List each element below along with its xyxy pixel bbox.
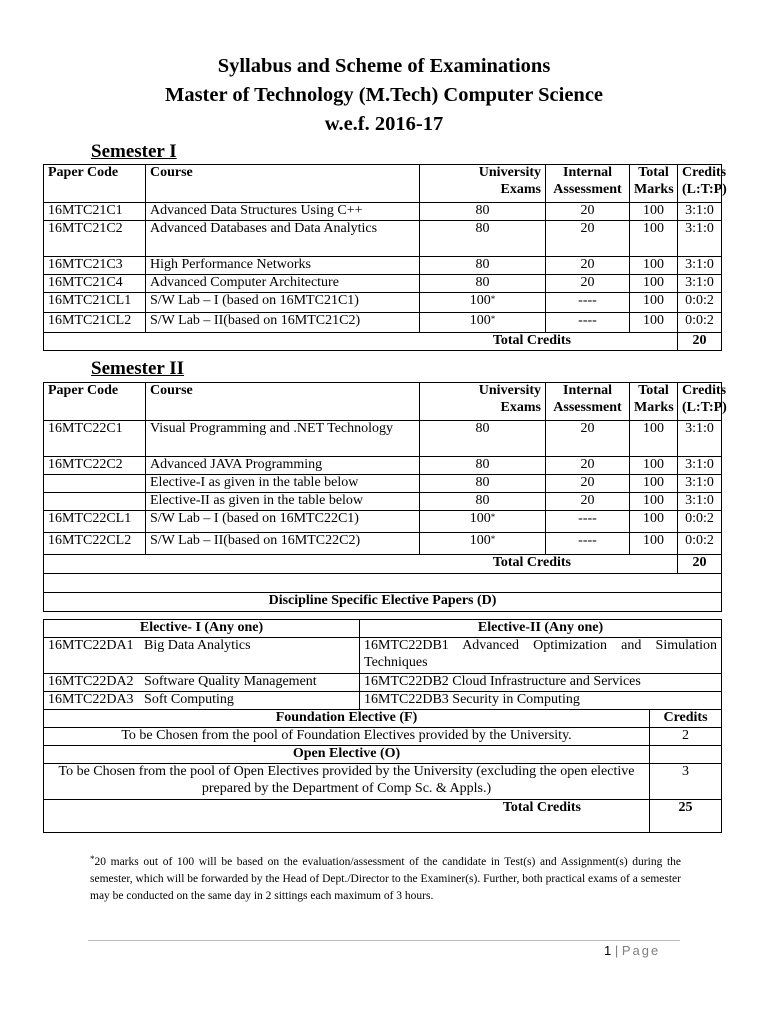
cell-university-exams: 100*	[420, 511, 546, 533]
elective-row	[44, 674, 722, 692]
spacer-row	[44, 574, 722, 593]
footnote-marker: *	[490, 314, 496, 324]
cell-credits: 0:0:2	[678, 533, 722, 555]
cell-internal-assessment: 20	[546, 221, 630, 257]
cell-total-marks: 100	[630, 475, 678, 493]
col-credits: Credits (L:T:P)	[678, 165, 722, 203]
cell-university-exams: 80	[420, 475, 546, 493]
cell-university-exams: 80	[420, 421, 546, 457]
col-credits: Credits (L:T:P)	[678, 383, 722, 421]
cell-university-exams: 100*	[420, 293, 546, 313]
cell-internal-assessment: 20	[546, 275, 630, 293]
cell-total-marks: 100	[630, 313, 678, 333]
cell-course: Elective-II as given in the table below	[146, 493, 420, 511]
col-internal-assessment: Internal Assessment	[546, 165, 630, 203]
cell-paper-code	[44, 493, 146, 511]
cell-university-exams: 80	[420, 221, 546, 257]
col-university-exams: University Exams	[420, 383, 546, 421]
elective-1-option: 16MTC22DA2 Software Quality Management	[44, 674, 360, 692]
semester-1-title: Semester I	[91, 141, 177, 162]
table-row	[44, 421, 722, 457]
cell-paper-code: 16MTC21C2	[44, 221, 146, 257]
elective-1-option: 16MTC22DA1 Big Data Analytics	[44, 638, 360, 674]
foundation-title: Foundation Elective (F)	[44, 710, 650, 728]
elective-2-option: 16MTC22DB3 Security in Computing	[360, 692, 722, 710]
table-row	[44, 533, 722, 555]
cell-university-exams: 80	[420, 257, 546, 275]
table-header-row	[44, 383, 722, 421]
footer-divider	[88, 940, 680, 941]
open-text: To be Chosen from the pool of Open Electives provided by the University (excluding the open elective prepared by the Department of Comp Sc. & Appls.)	[44, 764, 650, 800]
cell-credits: 0:0:2	[678, 293, 722, 313]
cell-course: High Performance Networks	[146, 257, 420, 275]
cell-university-exams: 100*	[420, 313, 546, 333]
cell-course: Visual Programming and .NET Technology	[146, 421, 420, 457]
cell-credits: 3:1:0	[678, 493, 722, 511]
cell-total-marks: 100	[630, 533, 678, 555]
cell-credits: 3:1:0	[678, 457, 722, 475]
cell-total-marks: 100	[630, 203, 678, 221]
cell-university-exams: 80	[420, 493, 546, 511]
cell-course: Advanced JAVA Programming	[146, 457, 420, 475]
open-title: Open Elective (O)	[44, 746, 650, 764]
elective-row	[44, 638, 722, 674]
total-credits-row	[44, 333, 722, 351]
table-row	[44, 221, 722, 257]
cell-paper-code: 16MTC22CL2	[44, 533, 146, 555]
footnote-marker: *	[490, 512, 496, 522]
elective-1-option: 16MTC22DA3 Soft Computing	[44, 692, 360, 710]
elective-heading: Discipline Specific Elective Papers (D)	[44, 593, 722, 612]
table-row	[44, 203, 722, 221]
total-credits-label: Total Credits	[44, 555, 678, 574]
cell-internal-assessment: ----	[546, 313, 630, 333]
cell-total-marks: 100	[630, 421, 678, 457]
cell-paper-code: 16MTC21C1	[44, 203, 146, 221]
cell-total-marks: 100	[630, 257, 678, 275]
col-paper-code: Paper Code	[44, 383, 146, 421]
cell-paper-code: 16MTC21CL2	[44, 313, 146, 333]
cell-internal-assessment: 20	[546, 475, 630, 493]
cell-internal-assessment: ----	[546, 533, 630, 555]
semester-2-title: Semester II	[91, 358, 185, 379]
cell-university-exams: 80	[420, 457, 546, 475]
cell-internal-assessment: 20	[546, 257, 630, 275]
cell-course: Advanced Computer Architecture	[146, 275, 420, 293]
foundation-text: To be Chosen from the pool of Foundation Electives provided by the University.	[44, 728, 650, 746]
footnote	[90, 854, 681, 905]
cell-paper-code: 16MTC22C2	[44, 457, 146, 475]
credits-header: Credits	[650, 710, 722, 728]
elective-titles-row	[44, 620, 722, 638]
cell-internal-assessment: ----	[546, 511, 630, 533]
title-line-2: Master of Technology (M.Tech) Computer Science	[164, 84, 604, 106]
table-row	[44, 475, 722, 493]
cell-paper-code	[44, 475, 146, 493]
cell-internal-assessment: ----	[546, 293, 630, 313]
open-title-row	[44, 746, 722, 764]
document-header	[0, 52, 768, 139]
cell-course: Advanced Databases and Data Analytics	[146, 221, 420, 257]
table-row	[44, 511, 722, 533]
semester-1-table	[43, 164, 727, 351]
cell-credits: 0:0:2	[678, 511, 722, 533]
cell-total-marks: 100	[630, 457, 678, 475]
title-line-3: w.e.f. 2016-17	[324, 113, 444, 135]
table-row	[44, 313, 722, 333]
footnote-marker: *	[490, 534, 496, 544]
foundation-credits: 2	[650, 728, 722, 746]
cell-university-exams: 100*	[420, 533, 546, 555]
foundation-title-row	[44, 710, 722, 728]
elective-1-title: Elective- I (Any one)	[44, 620, 360, 638]
page-number-value: 1	[604, 943, 612, 958]
cell-paper-code: 16MTC22CL1	[44, 511, 146, 533]
page-separator: |	[614, 943, 619, 958]
footnote-marker: *	[490, 294, 496, 304]
total-credits-row	[44, 800, 722, 833]
cell-credits: 3:1:0	[678, 421, 722, 457]
cell-credits: 3:1:0	[678, 203, 722, 221]
cell-credits: 3:1:0	[678, 221, 722, 257]
total-credits-value: 25	[650, 800, 722, 833]
page-label: Page	[621, 943, 661, 958]
cell-total-marks: 100	[630, 293, 678, 313]
elective-2-option: 16MTC22DB1 Advanced Optimization and Simulation Techniques	[360, 638, 722, 674]
col-course: Course	[146, 383, 420, 421]
elective-row	[44, 692, 722, 710]
col-total-marks: Total Marks	[630, 383, 678, 421]
cell-paper-code: 16MTC21C4	[44, 275, 146, 293]
semester-2-table	[43, 382, 727, 612]
total-credits-label: Total Credits	[44, 800, 650, 833]
total-credits-row	[44, 555, 722, 574]
elective-2-option: 16MTC22DB2 Cloud Infrastructure and Services	[360, 674, 722, 692]
cell-total-marks: 100	[630, 493, 678, 511]
cell-course: S/W Lab – I (based on 16MTC22C1)	[146, 511, 420, 533]
total-credits-label: Total Credits	[44, 333, 678, 351]
cell-total-marks: 100	[630, 221, 678, 257]
title-line-1: Syllabus and Scheme of Examinations	[217, 55, 551, 77]
col-total-marks: Total Marks	[630, 165, 678, 203]
cell-paper-code: 16MTC21C3	[44, 257, 146, 275]
cell-course: S/W Lab – I (based on 16MTC21C1)	[146, 293, 420, 313]
col-paper-code: Paper Code	[44, 165, 146, 203]
cell-internal-assessment: 20	[546, 203, 630, 221]
cell-credits: 3:1:0	[678, 475, 722, 493]
col-course: Course	[146, 165, 420, 203]
page-number	[604, 943, 660, 958]
cell-credits: 3:1:0	[678, 275, 722, 293]
footnote-marker: *	[90, 854, 95, 864]
cell-course: Elective-I as given in the table below	[146, 475, 420, 493]
elective-heading-row	[44, 593, 722, 612]
open-title-spacer	[650, 746, 722, 764]
table-row	[44, 457, 722, 475]
cell-internal-assessment: 20	[546, 493, 630, 511]
total-credits-value: 20	[678, 333, 722, 351]
cell-credits: 3:1:0	[678, 257, 722, 275]
table-header-row	[44, 165, 722, 203]
cell-credits: 0:0:2	[678, 313, 722, 333]
elective-2-title: Elective-II (Any one)	[360, 620, 722, 638]
open-credits: 3	[650, 764, 722, 800]
col-university-exams: University Exams	[420, 165, 546, 203]
electives-table	[43, 619, 722, 833]
cell-internal-assessment: 20	[546, 457, 630, 475]
cell-total-marks: 100	[630, 511, 678, 533]
footnote-text: 20 marks out of 100 will be based on the evaluation/assessment of the candidate in Test(s) and Assignment(s) during the semester, which will be forwarded by the Head of Dept./Director to the Examiner(s). Further, both practical exams of a semester may be conducted on the same day in 2 sittings each maximum of 3 hours.	[90, 856, 681, 902]
cell-university-exams: 80	[420, 275, 546, 293]
cell-paper-code: 16MTC21CL1	[44, 293, 146, 313]
cell-total-marks: 100	[630, 275, 678, 293]
col-internal-assessment: Internal Assessment	[546, 383, 630, 421]
table-row	[44, 493, 722, 511]
cell-paper-code: 16MTC22C1	[44, 421, 146, 457]
total-credits-value: 20	[678, 555, 722, 574]
table-row	[44, 257, 722, 275]
cell-course: S/W Lab – II(based on 16MTC22C2)	[146, 533, 420, 555]
foundation-row	[44, 728, 722, 746]
open-row	[44, 764, 722, 800]
table-row	[44, 275, 722, 293]
cell-course: Advanced Data Structures Using C++	[146, 203, 420, 221]
cell-course: S/W Lab – II(based on 16MTC21C2)	[146, 313, 420, 333]
cell-internal-assessment: 20	[546, 421, 630, 457]
table-row	[44, 293, 722, 313]
cell-university-exams: 80	[420, 203, 546, 221]
